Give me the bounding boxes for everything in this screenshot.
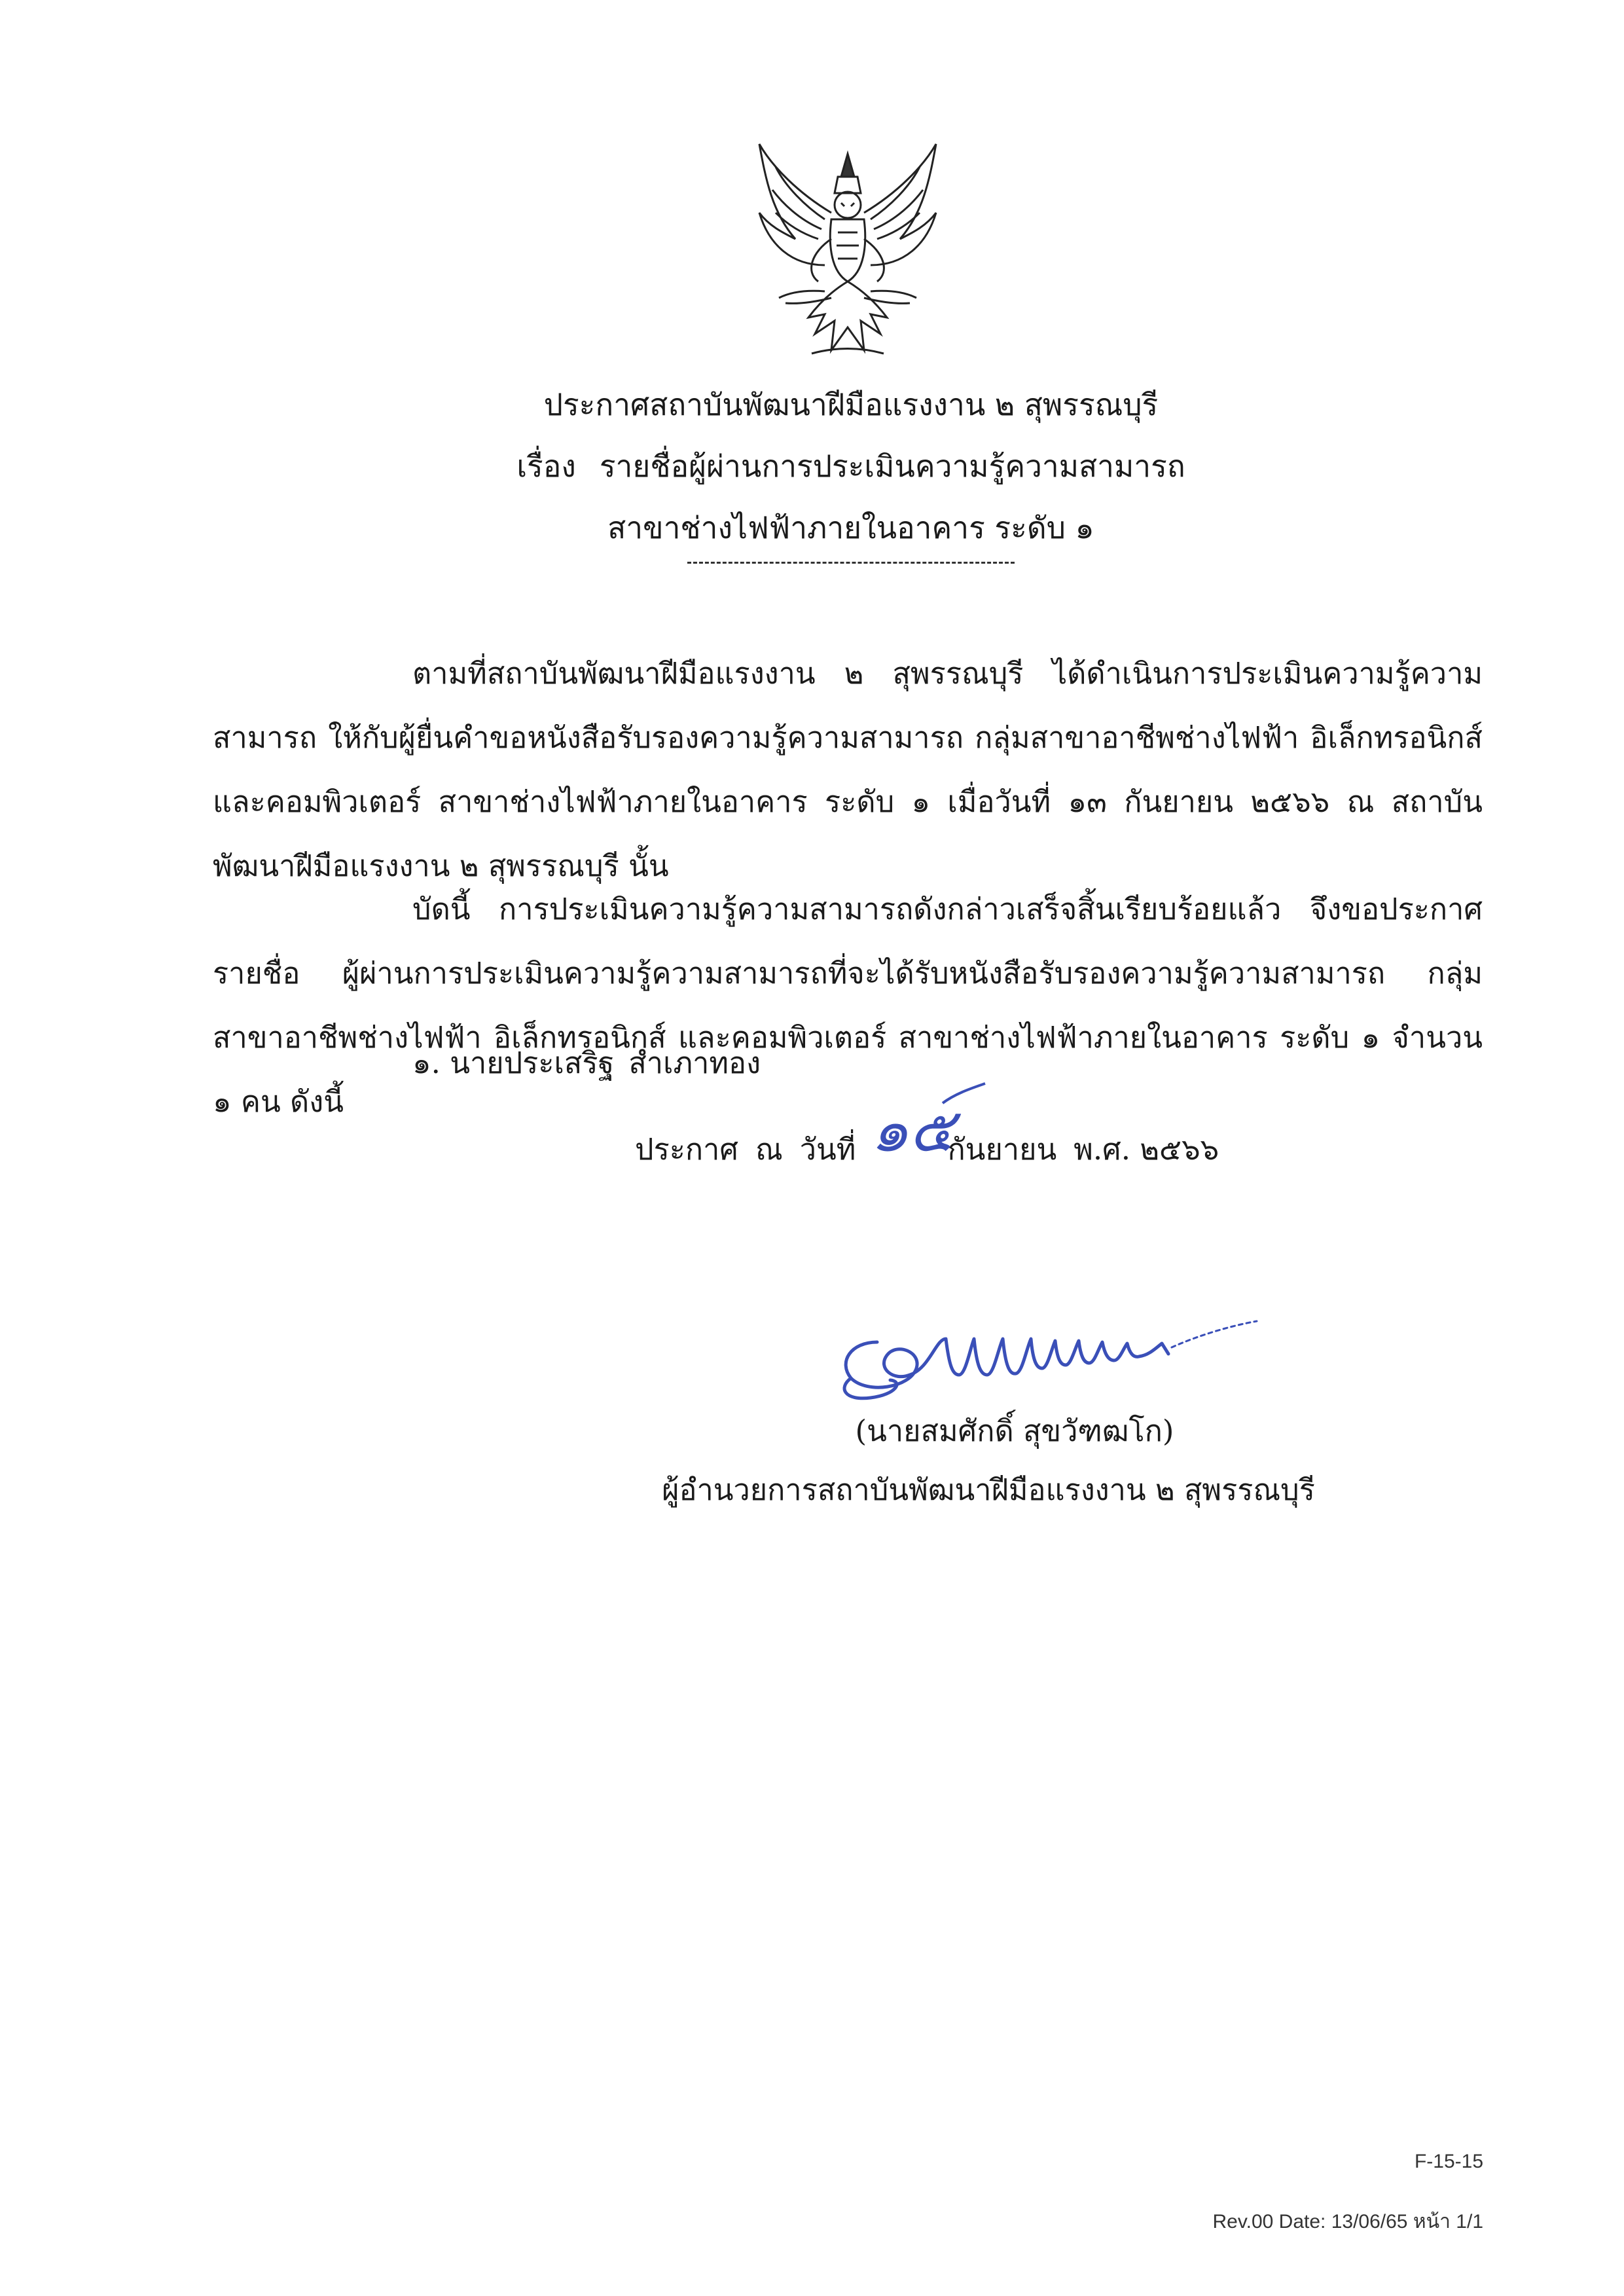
subject-label: เรื่อง (516, 448, 576, 484)
date-day-label: วันที่ (799, 1132, 856, 1167)
heading-divider (687, 562, 1015, 564)
form-revision: Rev.00 Date: 13/06/65 หน้า 1/1 (1212, 2211, 1483, 2232)
date-year: พ.ศ. ๒๕๖๖ (1074, 1132, 1219, 1167)
date-at: ณ (755, 1132, 783, 1167)
date-month: กันยายน (947, 1132, 1057, 1167)
list-item-number: ๑. (412, 1046, 441, 1080)
list-item-first-name: นายประเสริฐ (450, 1046, 615, 1080)
subject-text: รายชื่อผู้ผ่านการประเมินความรู้ความสามารถ (599, 448, 1185, 484)
paragraph-2-text: บัดนี้ การประเมินความรู้ความสามารถดังกล่าวเสร็จสิ้นเรียบร้อยแล้ว จึงขอประกาศรายชื่อ ผู้ผ่านการประเมินความรู้ความสามารถที่จะได้รับหนังสือรับรองความรู้ความสามารถ กลุ่มสาขาอาชีพช่างไฟฟ้า อิเล็กทรอนิกส์ และคอมพิวเตอร์ สาขาช่างไฟฟ้าภายในอาคาร ระดับ ๑ จำนวน ๑ คน ดังนี้ (213, 892, 1483, 1119)
signatory-name: (นายสมศักดิ์ สุขวัฑฒโก) (855, 1413, 1174, 1448)
signatory-title: ผู้อำนวยการสถาบันพัฒนาฝีมือแรงงาน ๒ สุพรรณบุรี (662, 1472, 1315, 1507)
announcement-title: ประกาศสถาบันพัฒนาฝีมือแรงงาน ๒ สุพรรณบุรี (543, 387, 1159, 422)
signature-image (831, 1303, 1263, 1414)
announcement-branch: สาขาช่างไฟฟ้าภายในอาคาร ระดับ ๑ (607, 510, 1094, 545)
list-item (412, 1040, 761, 1087)
form-code: F-15-15 (1414, 2151, 1483, 2172)
announcement-subject (0, 443, 1624, 490)
handwritten-day-text: ๑๕ (871, 1095, 955, 1165)
garuda-emblem-icon (746, 141, 949, 363)
paragraph-1-text: ตามที่สถาบันพัฒนาฝีมือแรงงาน ๒ สุพรรณบุรี ได้ดำเนินการประเมินความรู้ความสามารถ ให้กับผู้ยื่นคำขอหนังสือรับรองความรู้ความสามารถ กลุ่มสาขาอาชีพช่างไฟฟ้า อิเล็กทรอนิกส์ และคอมพิวเตอร์ สาขาช่างไฟฟ้าภายในอาคาร ระดับ ๑ เมื่อวันที่ ๑๓ กันยายน ๒๕๖๖ ณ สถาบันพัฒนาฝีมือแรงงาน ๒ สุพรรณบุรี นั้น (213, 656, 1483, 883)
date-prefix: ประกาศ (635, 1132, 738, 1167)
body-paragraph-2 (213, 877, 1483, 1134)
handwritten-day (857, 1080, 988, 1165)
body-paragraph-1 (213, 642, 1483, 898)
list-item-last-name: สำเภาทอง (628, 1046, 761, 1080)
